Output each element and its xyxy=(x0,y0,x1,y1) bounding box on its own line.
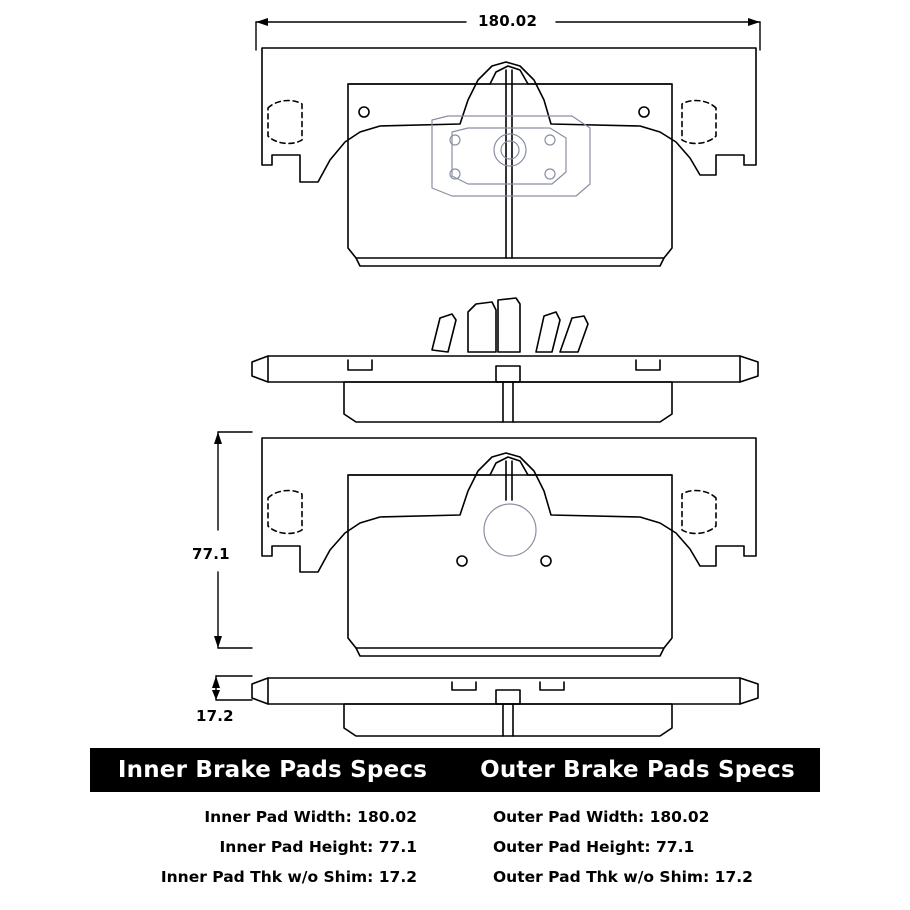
outer-specs-title: Outer Brake Pads Specs xyxy=(480,757,795,783)
outer-pad-side-view xyxy=(252,298,758,422)
outer-pad-thickness: Outer Pad Thk w/o Shim: 17.2 xyxy=(493,868,753,886)
dimension-width-label: 180.02 xyxy=(478,12,538,30)
inner-pad-width: Inner Pad Width: 180.02 xyxy=(204,808,417,826)
dimension-height-label: 77.1 xyxy=(192,545,230,563)
outer-pad-face-view xyxy=(262,48,756,266)
dimension-height xyxy=(214,432,252,648)
inner-pad-face-view xyxy=(262,438,756,656)
dimension-thickness xyxy=(212,676,252,700)
outer-pad-height: Outer Pad Height: 77.1 xyxy=(493,838,695,856)
inner-specs-title: Inner Brake Pads Specs xyxy=(117,757,428,783)
outer-specs-column xyxy=(455,802,820,892)
inner-pad-height: Inner Pad Height: 77.1 xyxy=(219,838,417,856)
inner-specs-column xyxy=(90,802,455,892)
inner-pad-thickness: Inner Pad Thk w/o Shim: 17.2 xyxy=(160,868,417,886)
specs-banner xyxy=(90,748,820,792)
dimension-thickness-label: 17.2 xyxy=(196,707,234,725)
inner-pad-side-view xyxy=(252,678,758,736)
specs-table xyxy=(90,802,820,892)
outer-pad-width: Outer Pad Width: 180.02 xyxy=(493,808,710,826)
